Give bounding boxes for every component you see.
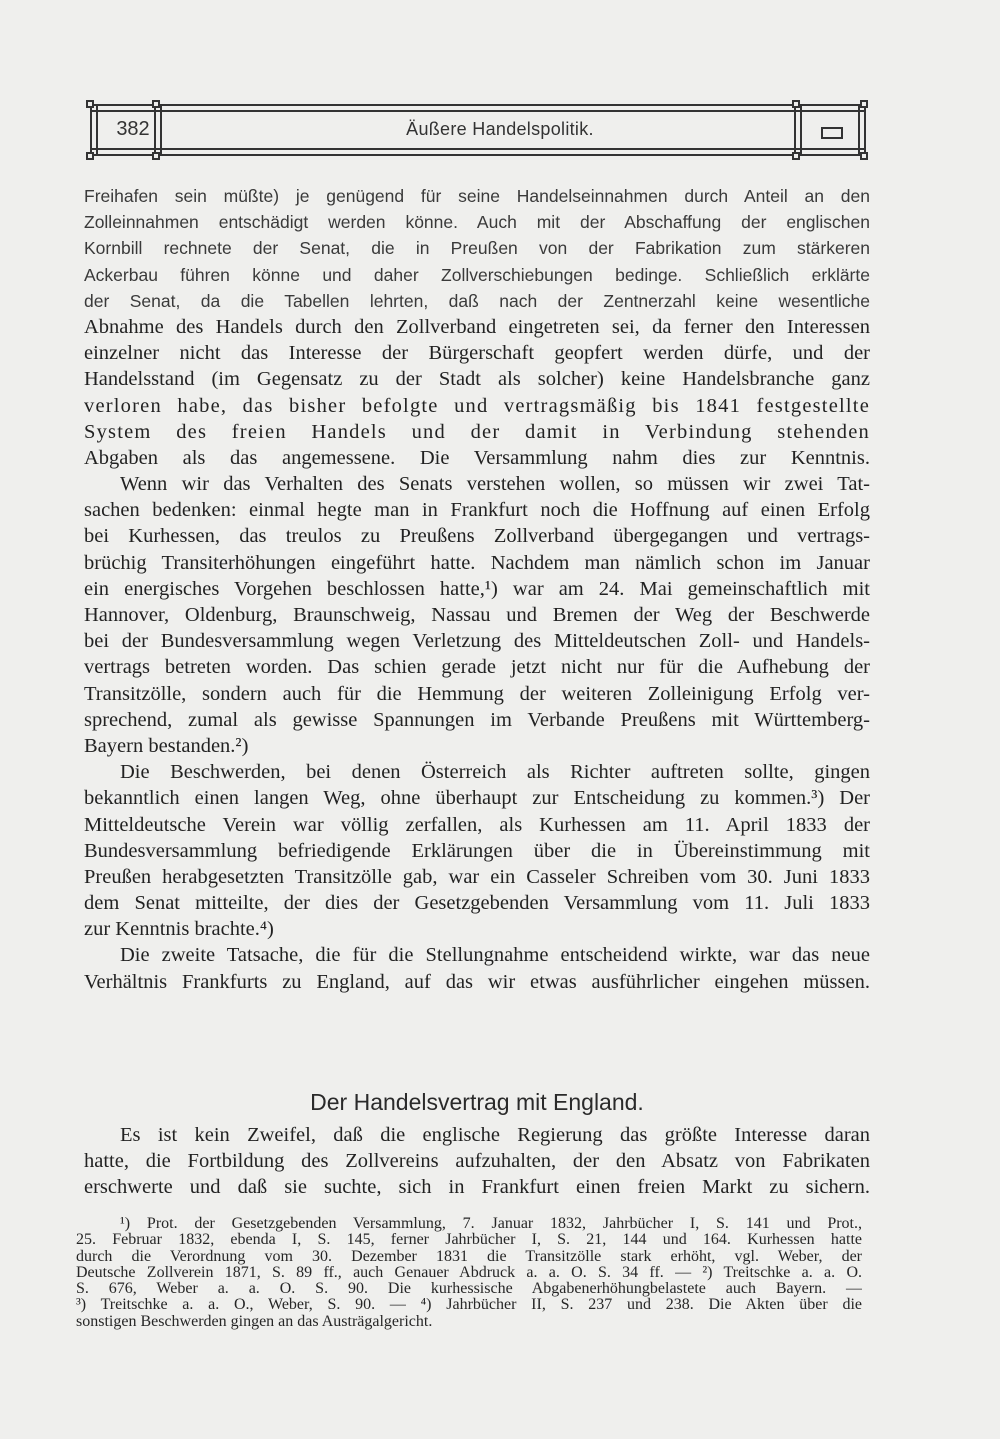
footnote-line: S. 676, Weber a. a. O. S. 90. Die kurhessische Abgabenerhöhungbelastete auch Bayern. — xyxy=(76,1281,862,1298)
text-line: einzelner nicht das Interesse der Bürgerschaft geopfert werden dürfe, und der xyxy=(84,342,870,365)
footnote-line: Deutsche Zollverein 1871, S. 89 ff., auch Genauer Abdruck a. a. O. S. 34 ff. — ²) Treitschke a. a. O. xyxy=(76,1264,862,1281)
footnote-line: ¹) Prot. der Gesetzgebenden Versammlung, 7. Januar 1832, Jahrbücher I, S. 141 und Prot., xyxy=(120,1216,862,1232)
section-heading: Der Handelsvertrag mit England. xyxy=(310,1089,644,1115)
text-line: Freihafen sein müßte) je genügend für seine Handelseinnahmen durch Anteil an den xyxy=(84,186,870,206)
text-line: Ackerbau führen könne und daher Zollverschiebungen bedinge. Schließlich erklärte xyxy=(84,264,870,285)
running-title: Äußere Handelspolitik. xyxy=(406,119,594,139)
text-line: zur Kenntnis brachte.⁴) xyxy=(84,918,274,941)
text-line: Bayern bestanden.²) xyxy=(84,734,249,757)
text-line: Transitzölle, sondern auch für die Hemmung der weiteren Zolleinigung Erfolg ver- xyxy=(84,682,870,705)
text-line: bekanntlich einen langen Weg, ohne überhaupt zur Entscheidung zu kommen.³) Der xyxy=(84,787,870,810)
text-line: bei der Bundesversammlung wegen Verletzung des Mitteldeutschen Zoll- und Handels- xyxy=(84,630,870,653)
text-line: System des freien Handels und der damit in Verbindung stehenden xyxy=(84,420,870,443)
text-line: vertrags betreten worden. Das schien gerade jetzt nicht nur für die Aufhebung der xyxy=(84,656,870,679)
text-line: Preußen herabgesetzten Transitzölle gab, war ein Casseler Schreiben vom 30. Juni 1833 xyxy=(84,865,870,888)
text-line: Abgaben als das angemessene. Die Versammlung nahm dies zur Kenntnis. xyxy=(84,446,870,469)
footnote-line: ³) Treitschke a. a. O., Weber, S. 90. — ⁴) Jahrbücher II, S. 237 und 238. Die Akten über die xyxy=(76,1297,862,1314)
text-line: bei Kurhessen, das treulos zu Preußens Zollverband übergegangen und vertrags- xyxy=(84,525,870,548)
text-line: Kornbill rechnete der Senat, die in Preußen von der Fabrikation zum stärkeren xyxy=(84,238,870,259)
paragraph-start-line: Es ist kein Zweifel, daß die englische Regierung das größte Interesse daran xyxy=(120,1124,870,1146)
footnote-line: sonstigen Beschwerden gingen an das Austrägalgericht. xyxy=(76,1313,433,1330)
text-line: hatte, die Fortbildung des Zollvereins aufzuhalten, der den Absatz von Fabrikaten xyxy=(84,1150,870,1173)
text-line: sachen bedenken: einmal hegte man in Frankfurt noch die Hoffnung auf einen Erfolg xyxy=(84,499,870,522)
text-line: erschwerte und daß sie suchte, sich in Frankfurt einen freien Markt zu sichern. xyxy=(84,1176,870,1199)
paragraph-start-line: Wenn wir das Verhalten des Senats verstehen wollen, so müssen wir zwei Tat- xyxy=(120,473,870,496)
footnote-line: 25. Februar 1832, ebenda I, S. 145, ferner Jahrbücher I, S. 21, 144 und 164. Kurhessen hatte xyxy=(76,1232,862,1249)
text-line: Hannover, Oldenburg, Braunschweig, Nassau und Bremen der Weg der Beschwerde xyxy=(84,604,870,626)
text-line: Verhältnis Frankfurts zu England, auf das wir etwas ausführlicher eingehen müssen. xyxy=(84,970,870,993)
text-line: brüchig Transiterhöhungen eingeführt hatte. Nachdem man nämlich schon im Januar xyxy=(84,551,870,574)
text-line: sprechend, zumal als gewisse Spannungen im Verbande Preußens mit Württemberg- xyxy=(84,708,870,731)
page-number: 382 xyxy=(116,118,150,140)
text-line: dem Senat mitteilte, der dies der Gesetzgebenden Versammlung vom 11. Juli 1833 xyxy=(84,892,870,915)
text-line: Zolleinnahmen entschädigt werden könne. Auch mit der Abschaffung der englischen xyxy=(84,212,870,233)
paragraph-start-line: Die Beschwerden, bei denen Österreich als Richter auftreten sollte, gingen xyxy=(120,761,870,784)
text-line: Bundesversammlung befriedigende Erklärungen über die in Übereinstimmung mit xyxy=(84,839,870,862)
text-line: verloren habe, das bisher befolgte und vertragsmäßig bis 1841 festgestellte xyxy=(84,394,870,417)
footnote-line: durch die Verordnung vom 30. Dezember 1831 die Transitzölle stark erhöht, vgl. Weber, der xyxy=(76,1248,862,1265)
text-line: ein energisches Vorgehen beschlossen hatte,¹) war am 24. Mai gemeinschaftlich mit xyxy=(84,577,870,600)
footnotes xyxy=(76,1216,862,1330)
header-ornament-icon xyxy=(821,127,843,139)
text-line: Abnahme des Handels durch den Zollverband eingetreten sei, da ferner den Interessen xyxy=(84,315,870,338)
text-line: Mitteldeutsche Verein war völlig zerfallen, als Kurhessen am 11. April 1833 der xyxy=(84,813,870,836)
body-text xyxy=(84,183,870,995)
text-line: Handelsstand (im Gegensatz zu der Stadt als solcher) keine Handelsbranche ganz xyxy=(84,368,870,391)
paragraph-start-line: Die zweite Tatsache, die für die Stellungnahme entscheidend wirkte, war das neue xyxy=(120,944,870,967)
text-line: der Senat, da die Tabellen lehrten, daß nach der Zentnerzahl keine wesentliche xyxy=(84,290,870,311)
section-text xyxy=(84,1122,870,1201)
